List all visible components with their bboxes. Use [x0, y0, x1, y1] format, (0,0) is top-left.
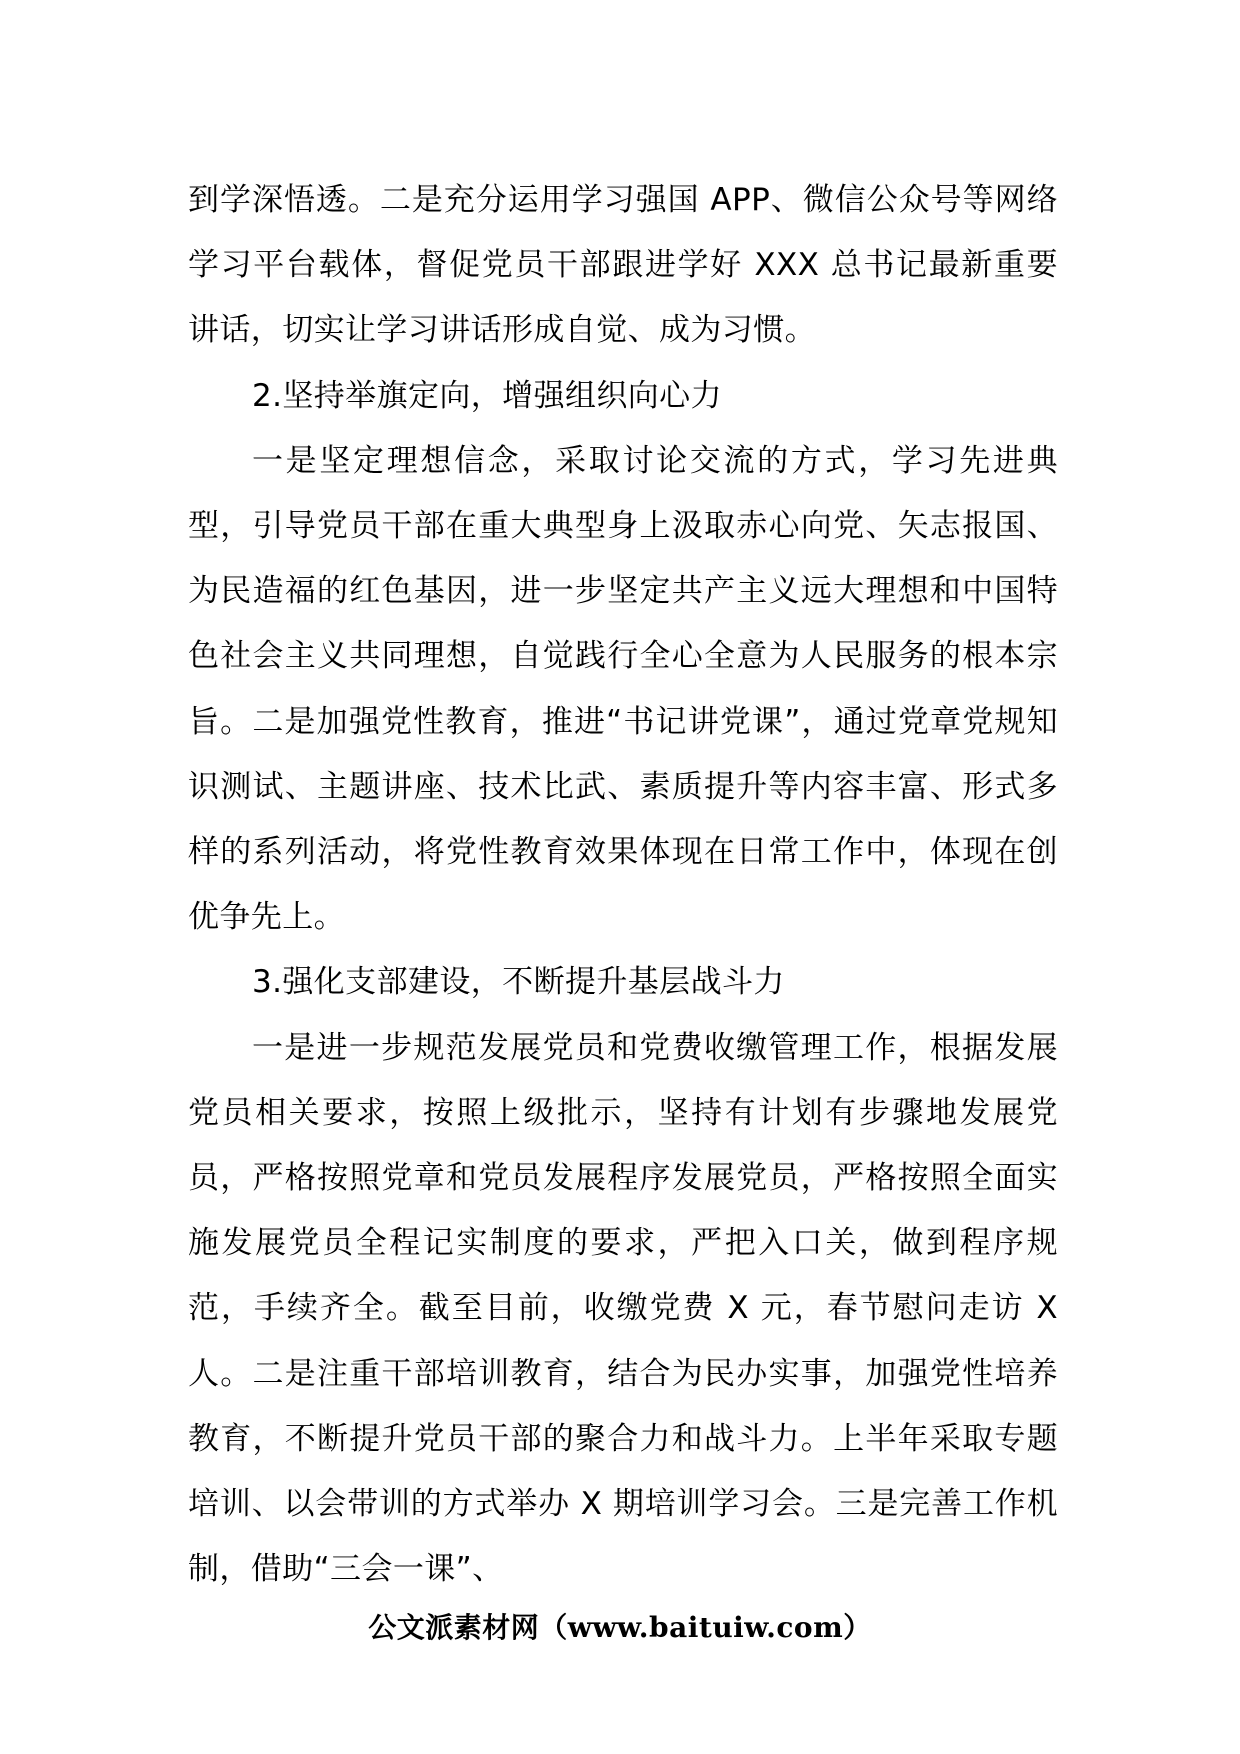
paragraph-3: 一是坚定理想信念，采取讨论交流的方式，学习先进典型，引导党员干部在重大典型身上汲取赤心向党、矢志报国、为民造福的红色基因，进一步坚定共产主义远大理想和中国特色社会主义共同理想，自觉践行全心全意为人民服务的根本宗旨。二是加强党性教育，推进“书记讲党课”，通过党章党规知识测试、主题讲座、技术比武、素质提升等内容丰富、形式多样的系列活动，将党性教育效果体现在日常工作中，体现在创优争先上。	[188, 442, 1058, 936]
footer-source: 公文派素材网（www.baituiw.com）	[368, 1611, 872, 1644]
document-body	[188, 168, 1058, 1602]
paragraph-5: 一是进一步规范发展党员和党费收缴管理工作，根据发展党员相关要求，按照上级批示，坚持有计划有步骤地发展党员，严格按照党章和党员发展程序发展党员，严格按照全面实施发展党员全程记实制度的要求，严把入口关，做到程序规范，手续齐全。截至目前，收缴党费 X 元，春节慰问走访 X 人。二是注重干部培训教育，结合为民办实事，加强党性培养教育，不断提升党员干部的聚合力和战斗力。上半年采取专题培训、以会带训的方式举办 X 期培训学习会。三是完善工作机制，借助“三会一课”、	[188, 1029, 1058, 1588]
section-heading-3: 3.强化支部建设，不断提升基层战斗力	[252, 964, 785, 1001]
paragraph-1: 到学深悟透。二是充分运用学习强国 APP、微信公众号等网络学习平台载体，督促党员干部跟进学好 XXX 总书记最新重要讲话，切实让学习讲话形成自觉、成为习惯。	[188, 182, 1058, 349]
section-heading-2: 2.坚持举旗定向，增强组织向心力	[252, 377, 722, 414]
